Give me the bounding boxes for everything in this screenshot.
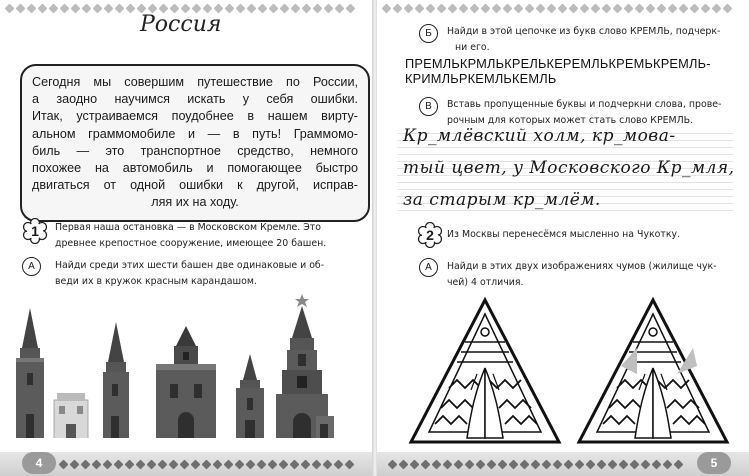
diamond-ornament (679, 3, 689, 13)
diamond-ornament (235, 459, 245, 469)
diamond-ornament (602, 3, 612, 13)
diamond-ornament (657, 3, 667, 13)
task-letter-badge: А (419, 258, 438, 277)
diamond-ornament (312, 459, 322, 469)
diamond-ornament (59, 459, 69, 469)
cursive-line: Кр_млёвский холм, кр_мова- (403, 126, 676, 146)
diamond-ornament (191, 459, 201, 469)
diamond-ornament (558, 3, 568, 13)
chain-line: КРИМЛЬРКЕМЛЬКЕМЛЬ (405, 71, 557, 86)
diamond-ornament (202, 459, 212, 469)
intro-text-box (20, 64, 370, 222)
tower-2 (54, 393, 88, 440)
diamond-ornament (635, 3, 645, 13)
diamond-ornament (690, 3, 700, 13)
diamond-ornament (597, 459, 607, 469)
diamond-ornament (269, 3, 279, 13)
diamond-ornament (147, 459, 157, 469)
diamond-ornament (246, 459, 256, 469)
intro-line: альном граммомобиле и — в путь! Граммомо- (32, 126, 358, 141)
diamond-ornament (38, 3, 48, 13)
diamond-ornament (586, 459, 596, 469)
task-line: Найди в этой цепочке из букв слово КРЕМЛЬ, подчерк- (447, 26, 721, 37)
diamond-ornament (520, 459, 530, 469)
diamond-ornament (580, 3, 590, 13)
diamond-ornament (60, 3, 70, 13)
diamond-ornament (432, 459, 442, 469)
intro-line: Сегодня мы совершим путешествие по России, (32, 75, 358, 89)
diamond-ornament (619, 459, 629, 469)
intro-line: похожее на автомобиль и помогающее быстро (32, 161, 358, 176)
diamond-ornament (525, 3, 535, 13)
tower-4 (156, 326, 216, 438)
intro-line: ляя их на ходу. (151, 195, 239, 210)
chum-2 (579, 300, 727, 442)
top-border-right (383, 2, 743, 14)
diamond-ornament (169, 459, 179, 469)
diamond-ornament (531, 459, 541, 469)
diamond-ornament (103, 459, 113, 469)
cursive-line: за старым кр_млём. (403, 190, 601, 210)
letter-chain (405, 56, 711, 86)
diamond-ornament (302, 3, 312, 13)
left-page (0, 0, 372, 476)
bottom-border-right (389, 458, 689, 470)
chain-line: ПРЕМЛЬКРМЛЬКРЕЛЬКЕРЕМЛЬКРЕМЬКРЕМЛЬ- (405, 56, 711, 71)
diamond-ornament (487, 459, 497, 469)
diamond-ornament (547, 3, 557, 13)
task-line: Найди среди этих шести башен две одинаковые и об- (55, 260, 325, 271)
diamond-ornament (16, 3, 26, 13)
diamond-ornament (158, 459, 168, 469)
diamond-ornament (553, 459, 563, 469)
chum-illustrations (377, 292, 749, 452)
diamond-ornament (323, 459, 333, 469)
diamond-ornament (569, 3, 579, 13)
diamond-ornament (345, 459, 355, 469)
diamond-ornament (701, 3, 711, 13)
diamond-ornament (93, 3, 103, 13)
task-letter-badge: А (22, 257, 41, 276)
diamond-ornament (575, 459, 585, 469)
task-line: Найди в этих двух изображениях чумов (жилище чук- (447, 261, 717, 272)
diamond-ornament (313, 3, 323, 13)
task-number-badge (417, 222, 443, 248)
task-line: чей) 4 отличия. (447, 277, 524, 288)
diamond-ornament (608, 459, 618, 469)
diamond-ornament (542, 459, 552, 469)
diamond-ornament (591, 3, 601, 13)
diamond-ornament (114, 459, 124, 469)
diamond-ornament (258, 3, 268, 13)
diamond-ornament (393, 3, 403, 13)
diamond-ornament (481, 3, 491, 13)
tower-5 (236, 354, 264, 438)
diamond-ornament (668, 3, 678, 13)
diamond-ornament (334, 459, 344, 469)
task-line: Первая наша остановка — в Московском Кремле. Это (55, 222, 321, 233)
diamond-ornament (630, 459, 640, 469)
intro-line: биль — это транспортное средство, немного (32, 143, 358, 158)
diamond-ornament (257, 459, 267, 469)
task-letter-badge: В (419, 97, 438, 116)
diamond-ornament (213, 459, 223, 469)
diamond-ornament (290, 459, 300, 469)
task-v-text (447, 97, 721, 129)
intro-line: двигаться от одной ошибки к другой, исправ- (32, 178, 358, 193)
diamond-ornament (125, 459, 135, 469)
kremlin-towers-illustration (0, 288, 372, 448)
diamond-ornament (509, 459, 519, 469)
diamond-ornament (492, 3, 502, 13)
diamond-ornament (421, 459, 431, 469)
task-a-text (55, 258, 324, 290)
tower-6 (276, 294, 334, 438)
diamond-ornament (104, 3, 114, 13)
diamond-ornament (426, 3, 436, 13)
diamond-ornament (5, 3, 15, 13)
task-line: рочным для которых может стать слово КРЕМЛЬ. (447, 115, 694, 126)
diamond-ornament (346, 3, 356, 13)
diamond-ornament (324, 3, 334, 13)
diamond-ornament (476, 459, 486, 469)
diamond-ornament (49, 3, 59, 13)
task-line: веди их в кружок красным карандашом. (55, 276, 257, 287)
diamond-ornament (503, 3, 513, 13)
diamond-ornament (437, 3, 447, 13)
diamond-ornament (81, 459, 91, 469)
task-line: древнее крепостное сооружение, имеющее 20 башен. (55, 238, 327, 249)
intro-line: а заодно научимся искать у себя ошибки. (32, 92, 358, 107)
diamond-ornament (613, 3, 623, 13)
diamond-ornament (470, 3, 480, 13)
diamond-ornament (498, 459, 508, 469)
diamond-ornament (448, 3, 458, 13)
cursive-line: тый цвет, у Московского Кр_мля, (403, 158, 735, 178)
task-line: Вставь пропущенные буквы и подчеркни слова, прове- (447, 99, 722, 110)
diamond-ornament (624, 3, 634, 13)
diamond-ornament (536, 3, 546, 13)
diamond-ornament (399, 459, 409, 469)
diamond-ornament (410, 459, 420, 469)
right-page (377, 0, 749, 476)
diamond-ornament (459, 3, 469, 13)
diamond-ornament (291, 3, 301, 13)
task-number: 1 (31, 223, 39, 239)
diamond-ornament (247, 3, 257, 13)
task-2-text: Из Москвы перенесёмся мысленно на Чукотку. (447, 229, 681, 240)
chum-1 (411, 300, 559, 442)
page-number: 5 (697, 452, 731, 474)
diamond-ornament (712, 3, 722, 13)
diamond-ornament (279, 459, 289, 469)
diamond-ornament (674, 459, 684, 469)
diamond-ornament (180, 459, 190, 469)
diamond-ornament (115, 3, 125, 13)
bottom-border-left (60, 458, 360, 470)
diamond-ornament (382, 3, 392, 13)
diamond-ornament (70, 459, 80, 469)
tower-3 (103, 322, 129, 438)
diamond-ornament (404, 3, 414, 13)
diamond-ornament (236, 3, 246, 13)
page-number: 4 (22, 452, 56, 474)
intro-line: Итак, устраиваемся поудобнее в нашем вирту- (32, 109, 358, 124)
page-title: Россия (140, 12, 222, 37)
task-letter-badge: Б (419, 24, 438, 43)
diamond-ornament (723, 3, 733, 13)
diamond-ornament (564, 459, 574, 469)
task-a2-text (447, 259, 717, 291)
task-1-text (55, 220, 326, 252)
diamond-ornament (652, 459, 662, 469)
task-line: ни его. (455, 42, 490, 53)
diamond-ornament (641, 459, 651, 469)
diamond-ornament (280, 3, 290, 13)
diamond-ornament (71, 3, 81, 13)
diamond-ornament (415, 3, 425, 13)
diamond-ornament (388, 459, 398, 469)
diamond-ornament (27, 3, 37, 13)
diamond-ornament (454, 459, 464, 469)
diamond-ornament (663, 459, 673, 469)
diamond-ornament (514, 3, 524, 13)
tower-1 (16, 308, 44, 438)
diamond-ornament (268, 459, 278, 469)
diamond-ornament (301, 459, 311, 469)
diamond-ornament (136, 459, 146, 469)
task-number-badge (22, 218, 48, 244)
diamond-ornament (443, 459, 453, 469)
diamond-ornament (225, 3, 235, 13)
diamond-ornament (646, 3, 656, 13)
diamond-ornament (82, 3, 92, 13)
diamond-ornament (224, 459, 234, 469)
diamond-ornament (126, 3, 136, 13)
task-b-text (447, 24, 720, 56)
diamond-ornament (465, 459, 475, 469)
diamond-ornament (335, 3, 345, 13)
diamond-ornament (92, 459, 102, 469)
task-number: 2 (426, 227, 434, 243)
